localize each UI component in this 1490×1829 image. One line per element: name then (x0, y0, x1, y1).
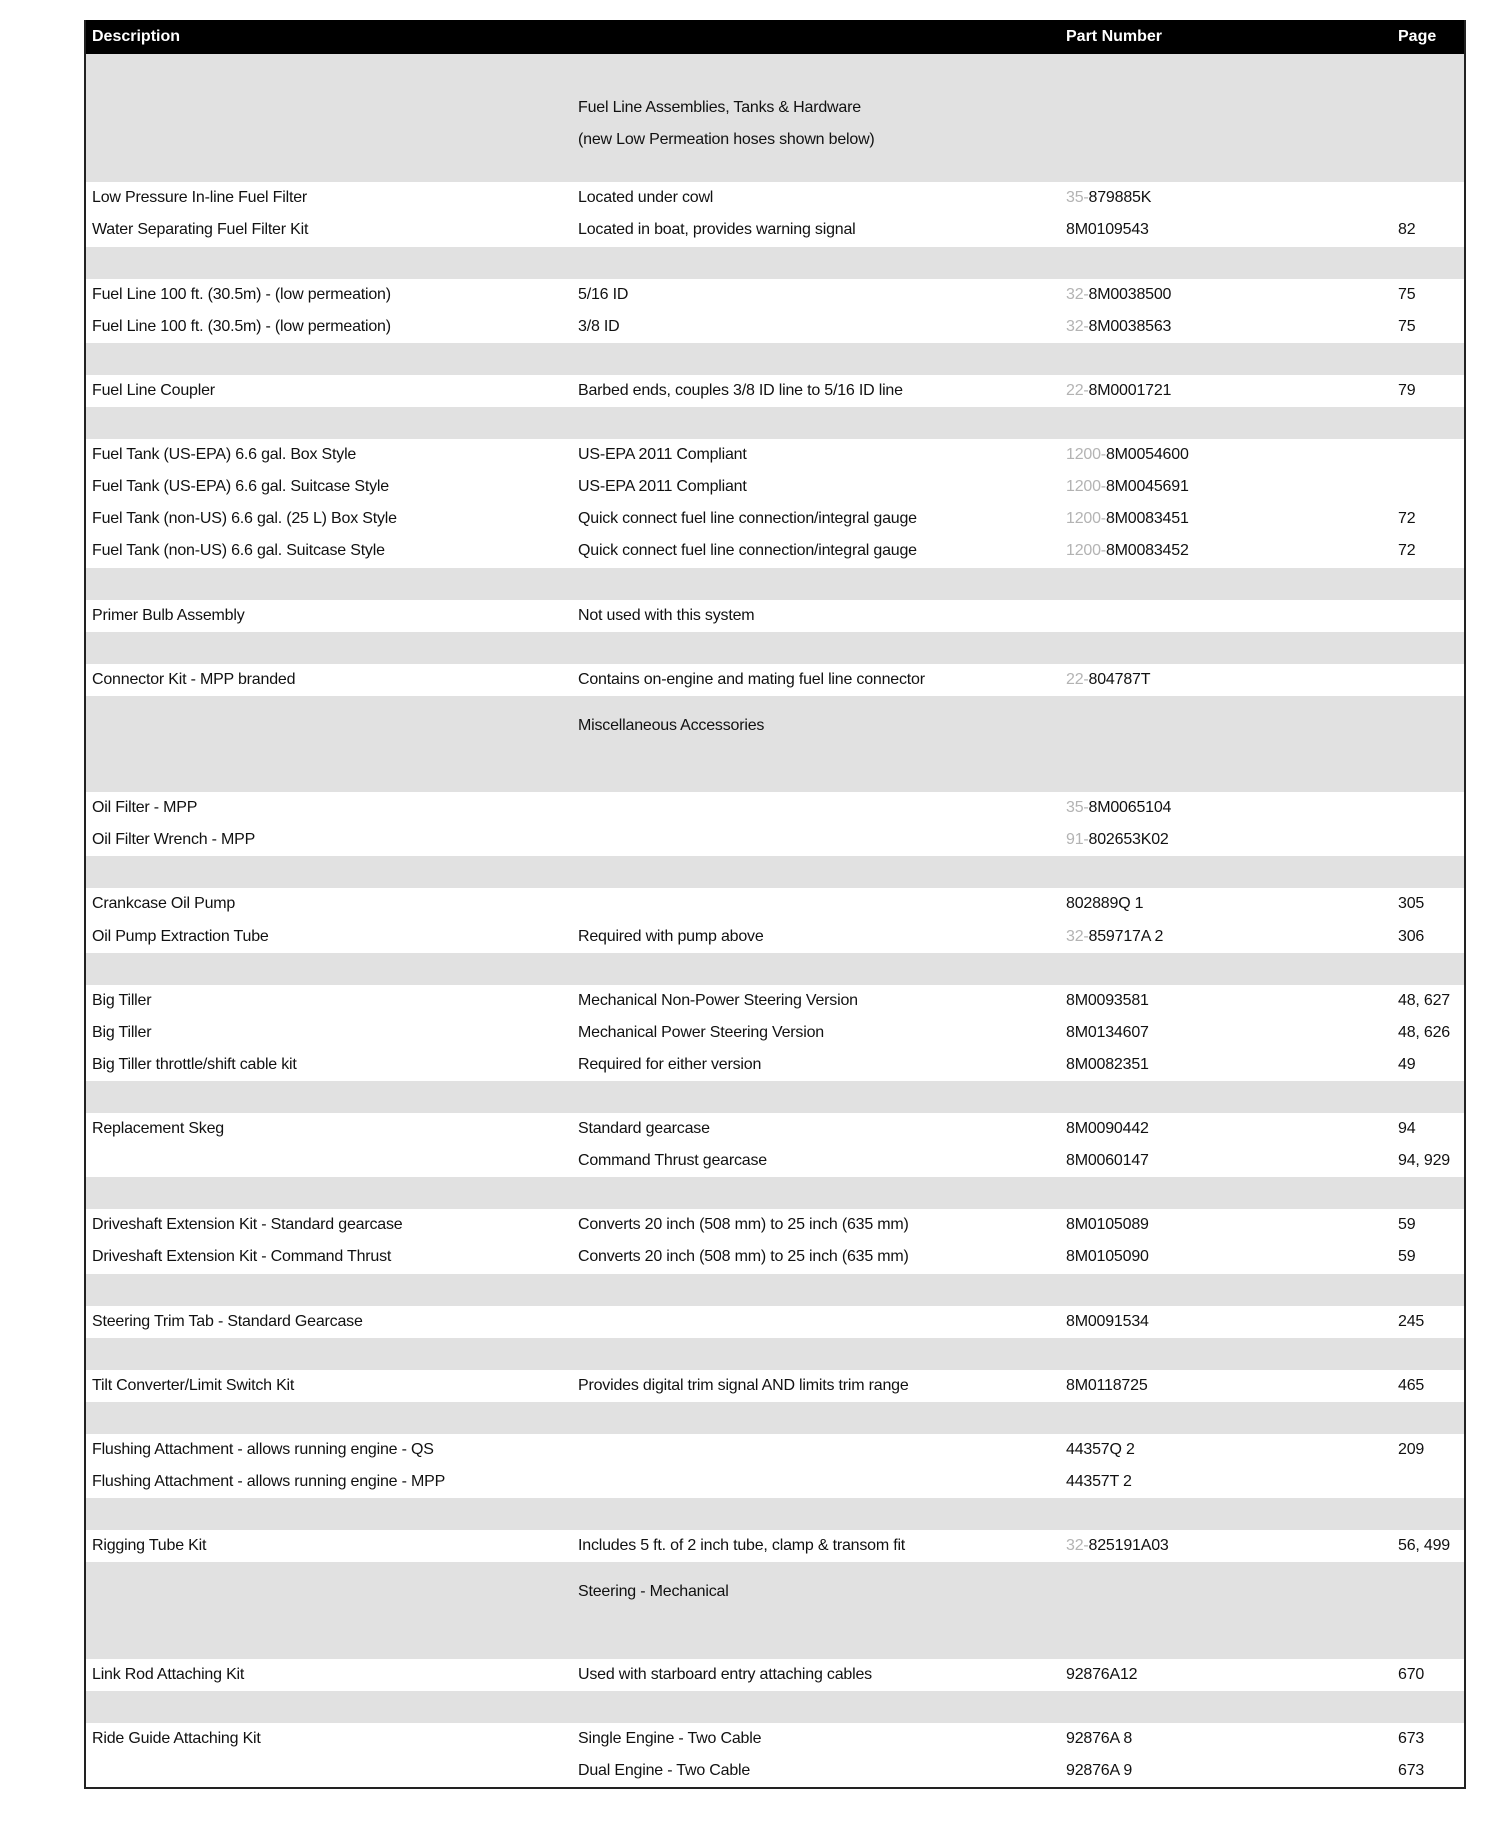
page-cell: 59 (1398, 1216, 1416, 1234)
part-prefix: 1200- (1066, 510, 1106, 528)
table-row (86, 1755, 1464, 1787)
description-cell: Fuel Line 100 ft. (30.5m) - (low permeation) (92, 285, 391, 303)
page-cell: 48, 626 (1398, 1023, 1450, 1041)
note-cell: Used with starboard entry attaching cables (578, 1665, 872, 1683)
page-cell: 209 (1398, 1441, 1425, 1459)
part-number: 8M0134607 (1066, 1023, 1149, 1041)
page-cell: 94, 929 (1398, 1152, 1450, 1170)
part-number-cell (1066, 1537, 1169, 1555)
description-cell: Tilt Converter/Limit Switch Kit (92, 1376, 295, 1394)
description-cell: Driveshaft Extension Kit - Command Thrust (92, 1248, 392, 1266)
table-row (86, 1209, 1464, 1241)
description-cell: Primer Bulb Assembly (92, 606, 245, 624)
part-number-cell (1066, 928, 1163, 946)
table-row (86, 1370, 1464, 1402)
spacer-row (86, 343, 1464, 375)
part-prefix: 35- (1066, 189, 1089, 207)
spacer-row (86, 760, 1464, 792)
part-number-cell (1066, 1216, 1149, 1234)
table-row (86, 824, 1464, 856)
part-number-cell (1066, 831, 1169, 849)
spacer-row (86, 1338, 1464, 1370)
part-number: 8M0045691 (1105, 478, 1189, 496)
part-prefix: 1200- (1066, 446, 1106, 464)
part-number-cell (1066, 189, 1151, 207)
part-number: 8M0090442 (1066, 1120, 1149, 1138)
note-cell: Single Engine - Two Cable (578, 1729, 762, 1747)
page-cell: 673 (1398, 1729, 1425, 1747)
description-cell: Flushing Attachment - allows running engine - MPP (92, 1473, 446, 1491)
section-title (578, 92, 875, 156)
section-title-line: Steering - Mechanical (578, 1583, 729, 1601)
section-title-line: Fuel Line Assemblies, Tanks & Hardware (578, 99, 861, 116)
table-row (86, 1241, 1464, 1273)
table-row (86, 1113, 1464, 1145)
page-cell: 79 (1398, 381, 1416, 399)
description-cell: Oil Pump Extraction Tube (92, 927, 269, 945)
part-prefix: 32- (1066, 927, 1089, 945)
part-number: 8M0118725 (1066, 1376, 1148, 1394)
part-number-cell (1066, 286, 1171, 304)
table-row (86, 888, 1464, 920)
note-cell: Converts 20 inch (508 mm) to 25 inch (635 mm) (578, 1216, 909, 1234)
note-cell: 3/8 ID (578, 317, 620, 335)
spacer-row (86, 1177, 1464, 1209)
part-number: 44357Q 2 (1066, 1441, 1135, 1459)
part-number-cell (1066, 478, 1189, 496)
note-cell: Located in boat, provides warning signal (578, 221, 856, 239)
page-cell: 75 (1398, 317, 1416, 335)
section-title (578, 1583, 729, 1601)
table-row (86, 600, 1464, 632)
table-row (86, 214, 1464, 246)
page-cell: 673 (1398, 1761, 1425, 1779)
description-cell: Flushing Attachment - allows running engine - QS (92, 1441, 434, 1459)
part-number: 8M0001721 (1088, 381, 1172, 399)
note-cell: Not used with this system (578, 606, 755, 624)
page-cell: 94 (1398, 1120, 1416, 1138)
note-cell: Required with pump above (578, 927, 764, 945)
table-row (86, 1017, 1464, 1049)
description-cell: Crankcase Oil Pump (92, 895, 236, 913)
part-number-cell (1066, 1248, 1149, 1266)
table-row (86, 792, 1464, 824)
description-cell: Fuel Tank (US-EPA) 6.6 gal. Suitcase Style (92, 478, 389, 496)
page-cell: 49 (1398, 1055, 1416, 1073)
description-cell: Oil Filter - MPP (92, 799, 198, 817)
table-row (86, 182, 1464, 214)
part-number-cell (1066, 1377, 1148, 1395)
page-cell: 305 (1398, 895, 1425, 913)
note-cell: Mechanical Non-Power Steering Version (578, 991, 858, 1009)
table-row (86, 503, 1464, 535)
part-number-cell (1066, 1473, 1132, 1491)
part-number-cell (1066, 1441, 1135, 1459)
note-cell: Converts 20 inch (508 mm) to 25 inch (635 mm) (578, 1248, 909, 1266)
note-cell: Required for either version (578, 1055, 762, 1073)
part-number: 8M0038563 (1088, 317, 1172, 335)
part-number: 8M0065104 (1088, 799, 1172, 817)
part-number: 92876A 8 (1066, 1729, 1133, 1747)
section-row (86, 54, 1464, 182)
page-cell: 59 (1398, 1248, 1416, 1266)
part-prefix: 32- (1066, 317, 1089, 335)
description-cell: Big Tiller (92, 991, 152, 1009)
part-number: 8M0105089 (1066, 1216, 1149, 1234)
part-number: 8M0105090 (1066, 1248, 1149, 1266)
note-cell: Provides digital trim signal AND limits trim range (578, 1376, 909, 1394)
part-number: 8M0082351 (1066, 1055, 1149, 1073)
part-number: 92876A 9 (1066, 1761, 1133, 1779)
table-row (86, 439, 1464, 471)
parts-table (84, 20, 1466, 1789)
note-cell: Includes 5 ft. of 2 inch tube, clamp & transom fit (578, 1537, 906, 1555)
part-number: 802889Q 1 (1066, 895, 1144, 913)
part-number-cell (1066, 542, 1189, 560)
description-cell: Rigging Tube Kit (92, 1537, 207, 1555)
spacer-row (86, 1498, 1464, 1530)
page-cell: 72 (1398, 510, 1416, 528)
page-cell: 75 (1398, 285, 1416, 303)
note-cell: 5/16 ID (578, 285, 629, 303)
description-cell: Fuel Tank (US-EPA) 6.6 gal. Box Style (92, 446, 357, 464)
part-number: 859717A 2 (1088, 927, 1164, 945)
spacer-row (86, 1691, 1464, 1723)
table-row (86, 1530, 1464, 1562)
spacer-row (86, 407, 1464, 439)
description-cell: Fuel Tank (non-US) 6.6 gal. Suitcase Style (92, 542, 385, 560)
part-number-cell (1066, 992, 1149, 1010)
spacer-row (86, 568, 1464, 600)
part-prefix: 32- (1066, 1537, 1089, 1555)
spacer-row (86, 1081, 1464, 1113)
table-row (86, 1659, 1464, 1691)
spacer-row (86, 1627, 1464, 1659)
note-cell: Command Thrust gearcase (578, 1152, 767, 1170)
spacer-row (86, 856, 1464, 888)
spacer-row (86, 247, 1464, 279)
note-cell: Quick connect fuel line connection/integral gauge (578, 510, 917, 528)
part-number: 44357T 2 (1066, 1473, 1132, 1491)
header-description: Description (92, 28, 181, 45)
description-cell: Fuel Line 100 ft. (30.5m) - (low permeation) (92, 317, 391, 335)
spacer-row (86, 953, 1464, 985)
part-number: 8M0054600 (1105, 446, 1189, 464)
part-prefix: 22- (1066, 670, 1089, 688)
table-row (86, 1049, 1464, 1081)
table-row (86, 1306, 1464, 1338)
page-cell: 48, 627 (1398, 991, 1450, 1009)
note-cell: Quick connect fuel line connection/integral gauge (578, 542, 917, 560)
table-row (86, 311, 1464, 343)
table-row (86, 1466, 1464, 1498)
part-number-cell (1066, 895, 1143, 913)
description-cell: Steering Trim Tab - Standard Gearcase (92, 1312, 363, 1330)
part-number: 8M0091534 (1066, 1312, 1149, 1330)
description-cell: Big Tiller throttle/shift cable kit (92, 1055, 297, 1073)
part-number: 8M0038500 (1088, 285, 1172, 303)
part-number-cell (1066, 1666, 1137, 1684)
part-number: 92876A12 (1066, 1665, 1138, 1683)
table-row (86, 664, 1464, 696)
table-header (86, 20, 1464, 54)
description-cell: Fuel Line Coupler (92, 381, 215, 399)
part-number-cell (1066, 1024, 1149, 1042)
table-body (86, 54, 1464, 1787)
page-cell: 245 (1398, 1312, 1425, 1330)
description-cell: Ride Guide Attaching Kit (92, 1729, 261, 1747)
description-cell: Fuel Tank (non-US) 6.6 gal. (25 L) Box Style (92, 510, 397, 528)
part-number-cell (1066, 671, 1150, 689)
description-cell: Link Rod Attaching Kit (92, 1665, 245, 1683)
part-number: 804787T (1088, 670, 1151, 688)
description-cell: Low Pressure In-line Fuel Filter (92, 189, 308, 207)
note-cell: Located under cowl (578, 189, 714, 207)
part-number-cell (1066, 221, 1149, 239)
note-cell: US-EPA 2011 Compliant (578, 478, 747, 496)
section-title (578, 717, 764, 735)
part-number-cell (1066, 446, 1189, 464)
part-number-cell (1066, 382, 1171, 400)
table-row (86, 279, 1464, 311)
section-row (86, 1562, 1464, 1626)
part-number: 8M0109543 (1066, 221, 1149, 239)
part-number-cell (1066, 1730, 1132, 1748)
part-number: 879885K (1088, 189, 1152, 207)
description-cell: Water Separating Fuel Filter Kit (92, 221, 309, 239)
note-cell: Barbed ends, couples 3/8 ID line to 5/16 ID line (578, 381, 903, 399)
part-number: 8M0083452 (1105, 542, 1189, 560)
section-row (86, 696, 1464, 760)
description-cell: Connector Kit - MPP branded (92, 670, 296, 688)
page-cell: 82 (1398, 221, 1416, 239)
part-number: 8M0060147 (1066, 1152, 1149, 1170)
section-subtitle-line: (new Low Permeation hoses shown below) (578, 131, 875, 148)
page-cell: 465 (1398, 1376, 1425, 1394)
part-prefix: 91- (1066, 831, 1089, 849)
spacer-row (86, 1402, 1464, 1434)
table-row (86, 921, 1464, 953)
header-part-number: Part Number (1066, 28, 1163, 45)
table-row (86, 1434, 1464, 1466)
part-prefix: 22- (1066, 381, 1089, 399)
note-cell: Standard gearcase (578, 1120, 710, 1138)
header-page: Page (1398, 28, 1437, 45)
page-cell: 72 (1398, 542, 1416, 560)
part-number-cell (1066, 510, 1189, 528)
section-title-line: Miscellaneous Accessories (578, 716, 765, 734)
part-number-cell (1066, 1313, 1149, 1331)
part-number-cell (1066, 1120, 1149, 1138)
description-cell: Oil Filter Wrench - MPP (92, 831, 256, 849)
part-number-cell (1066, 1762, 1132, 1780)
description-cell: Replacement Skeg (92, 1120, 224, 1138)
page-cell: 670 (1398, 1665, 1425, 1683)
note-cell: Mechanical Power Steering Version (578, 1023, 824, 1041)
description-cell: Big Tiller (92, 1023, 152, 1041)
part-number: 825191A03 (1088, 1537, 1169, 1555)
part-number-cell (1066, 1056, 1149, 1074)
part-number-cell (1066, 799, 1171, 817)
page-cell: 306 (1398, 927, 1425, 945)
page-cell: 56, 499 (1398, 1537, 1450, 1555)
part-prefix: 35- (1066, 799, 1089, 817)
description-cell: Driveshaft Extension Kit - Standard gearcase (92, 1216, 403, 1234)
part-number-cell (1066, 1152, 1149, 1170)
table-row (86, 471, 1464, 503)
part-prefix: 32- (1066, 285, 1089, 303)
table-row (86, 375, 1464, 407)
part-number: 8M0093581 (1066, 991, 1149, 1009)
part-prefix: 1200- (1066, 478, 1106, 496)
note-cell: US-EPA 2011 Compliant (578, 446, 747, 464)
table-row (86, 535, 1464, 567)
part-number: 8M0083451 (1105, 510, 1189, 528)
table-row (86, 1723, 1464, 1755)
note-cell: Contains on-engine and mating fuel line connector (578, 670, 925, 688)
part-number: 802653K02 (1088, 831, 1169, 849)
part-prefix: 1200- (1066, 542, 1106, 560)
part-number-cell (1066, 318, 1171, 336)
spacer-row (86, 632, 1464, 664)
table-row (86, 1145, 1464, 1177)
spacer-row (86, 1274, 1464, 1306)
note-cell: Dual Engine - Two Cable (578, 1761, 751, 1779)
table-row (86, 985, 1464, 1017)
